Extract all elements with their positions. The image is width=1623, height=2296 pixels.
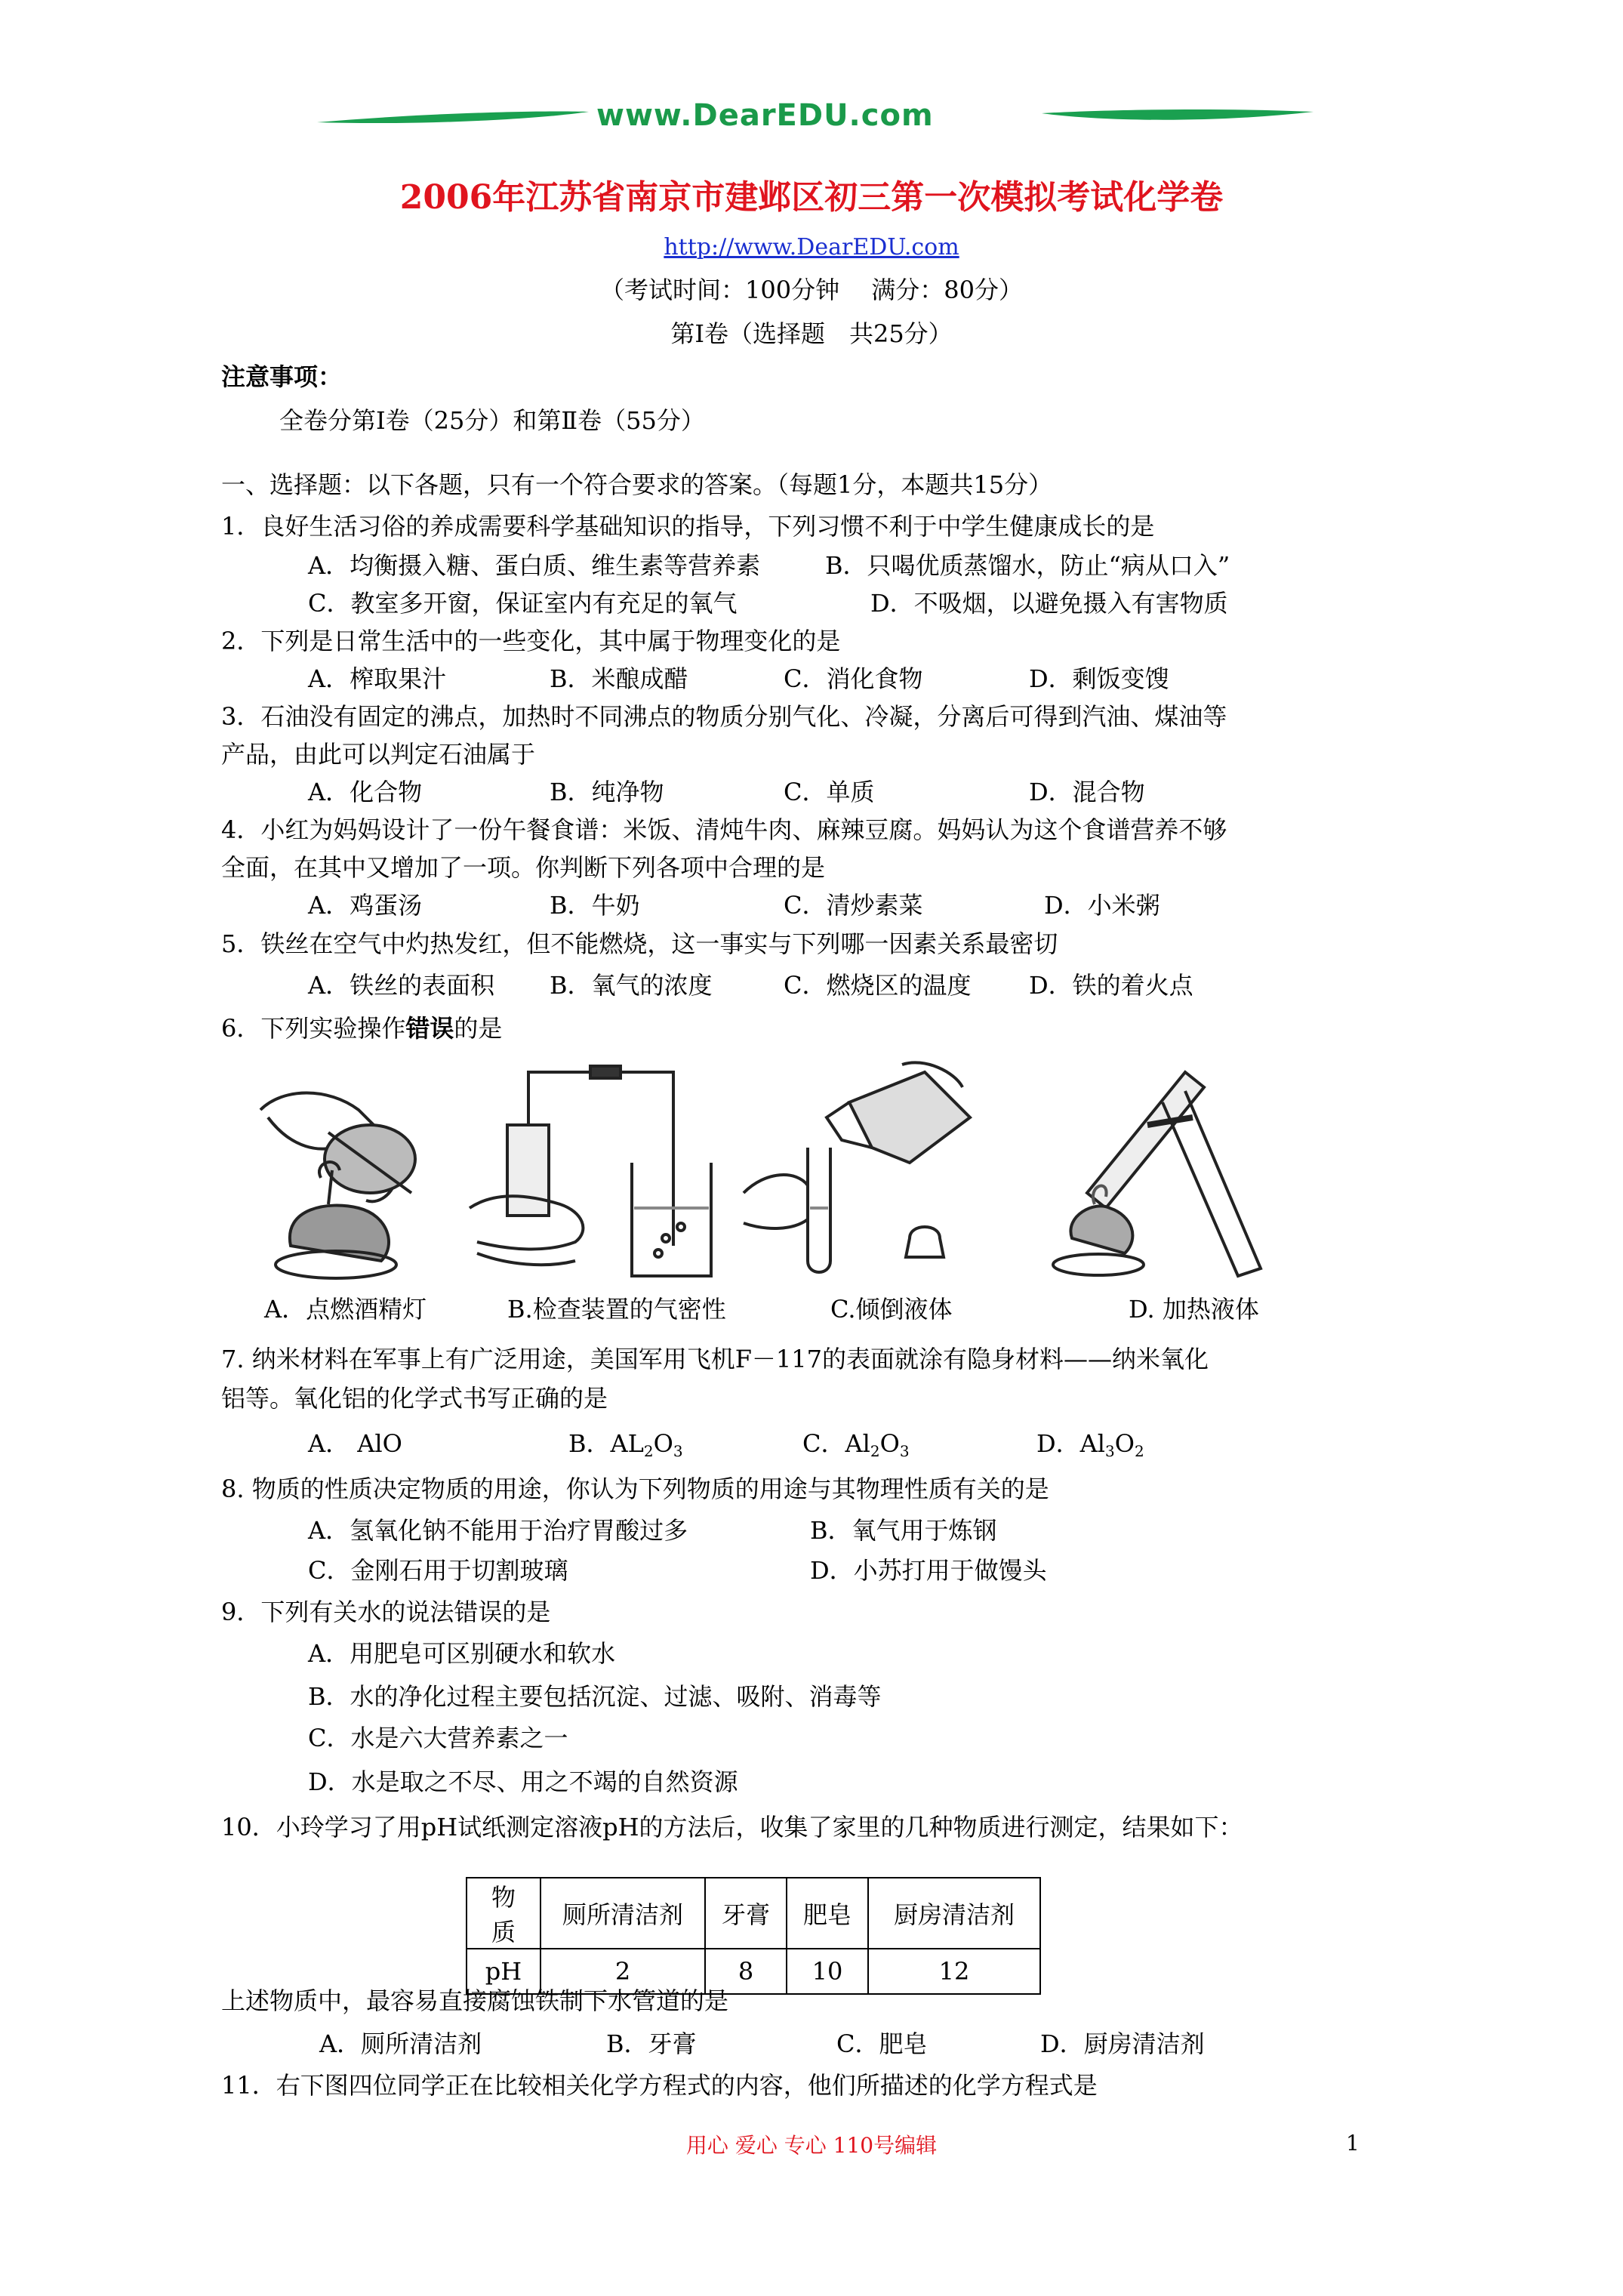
q5-option-d: D．铁的着火点 xyxy=(1029,971,1193,1000)
q6-stem-suffix: 的是 xyxy=(454,1014,503,1043)
q2-option-a: A．榨取果汁 xyxy=(308,664,447,693)
q10-option-c: C．肥皂 xyxy=(836,2029,928,2058)
q1-option-d: D．不吸烟，以避免摄入有害物质 xyxy=(870,589,1228,618)
ph-table xyxy=(466,1877,1041,1995)
table-cell: 肥皂 xyxy=(787,1878,868,1949)
q1-option-a: A．均衡摄入糖、蛋白质、维生素等营养素 xyxy=(308,551,761,580)
q7-d-prefix: D．Al xyxy=(1036,1429,1106,1458)
q2-option-d: D．剩饭变馊 xyxy=(1029,664,1169,693)
q7-c-sub1: 2 xyxy=(870,1442,880,1460)
table-cell: 厨房清洁剂 xyxy=(868,1878,1040,1949)
q9-stem: 9．下列有关水的说法错误的是 xyxy=(221,1598,551,1626)
q10-option-a: A．厕所清洁剂 xyxy=(319,2029,482,2058)
footer-text: 用心 爱心 专心 110号编辑 xyxy=(685,2133,938,2158)
q6-stem xyxy=(221,1012,502,1045)
q4-option-c: C．清炒素菜 xyxy=(784,891,923,920)
page-number: 1 xyxy=(1346,2131,1360,2156)
q6-stem-emphasis: 错误 xyxy=(405,1014,454,1043)
q5-stem: 5．铁丝在空气中灼热发红，但不能燃烧，这一事实与下列哪一因素关系最密切 xyxy=(221,929,1058,958)
q7-c-prefix: C．Al xyxy=(802,1429,870,1458)
q4-option-d: D．小米粥 xyxy=(1044,891,1160,920)
table-cell: 8 xyxy=(705,1949,787,1994)
q8-option-c: C．金刚石用于切割玻璃 xyxy=(308,1556,568,1585)
q7-stem-line1: 7. 纳米材料在军事上有广泛用途，美国军用飞机F－117的表面就涂有隐身材料——纳米氧化 xyxy=(221,1345,1209,1373)
q6-option-a: A．点燃酒精灯 xyxy=(264,1295,427,1324)
notes-heading: 注意事项： xyxy=(221,362,343,391)
q7-option-c xyxy=(802,1427,910,1468)
section-title: 第Ⅰ卷（选择题 共25分） xyxy=(670,319,953,348)
q4-stem-line2: 全面，在其中又增加了一项。你判断下列各项中合理的是 xyxy=(221,853,826,882)
q4-option-a: A．鸡蛋汤 xyxy=(308,891,423,920)
q10-question: 上述物质中，最容易直接腐蚀铁制下水管道的是 xyxy=(221,1986,729,2015)
q3-option-b: B．纯净物 xyxy=(550,778,664,806)
figure-b-airtightness-check xyxy=(462,1057,726,1287)
table-row xyxy=(467,1878,1040,1949)
q5-option-c: C．燃烧区的温度 xyxy=(784,971,972,1000)
q8-option-d: D．小苏打用于做馒头 xyxy=(810,1556,1047,1585)
exam-info: （考试时间：100分钟 满分：80分） xyxy=(600,276,1023,304)
site-link[interactable]: http://www.DearEDU.com xyxy=(664,234,959,260)
q1-option-b: B．只喝优质蒸馏水，防止“病从口入” xyxy=(825,551,1230,580)
table-cell: 物质 xyxy=(467,1878,540,1949)
figure-d-heating-liquid xyxy=(1012,1057,1283,1287)
q1-option-c: C．教室多开窗，保证室内有充足的氧气 xyxy=(308,589,738,618)
q4-stem-line1: 4．小红为妈妈设计了一份午餐食谱：米饭、清炖牛肉、麻辣豆腐。妈妈认为这个食谱营养不够 xyxy=(221,815,1227,844)
q10-stem: 10．小玲学习了用pH试纸测定溶液pH的方法后，收集了家里的几种物质进行测定，结果如下： xyxy=(221,1813,1243,1841)
q3-option-d: D．混合物 xyxy=(1029,778,1145,806)
q7-option-a: A． AlO xyxy=(308,1429,402,1458)
q9-option-d: D．水是取之不尽、用之不竭的自然资源 xyxy=(308,1767,738,1796)
q6-option-c: C.倾倒液体 xyxy=(830,1295,953,1324)
site-banner: www.DearEDU.com xyxy=(596,98,934,133)
q4-option-b: B．牛奶 xyxy=(550,891,640,920)
page-title: 2006年江苏省南京市建邺区初三第一次模拟考试化学卷 xyxy=(399,178,1224,217)
q10-option-b: B．牙膏 xyxy=(606,2029,697,2058)
table-cell: 厕所清洁剂 xyxy=(540,1878,705,1949)
q9-option-a: A．用肥皂可区别硬水和软水 xyxy=(308,1639,616,1668)
q8-option-a: A．氢氧化钠不能用于治疗胃酸过多 xyxy=(308,1516,688,1545)
q7-option-d xyxy=(1036,1427,1144,1468)
q6-option-b: B.检查装置的气密性 xyxy=(507,1295,726,1324)
q8-stem: 8. 物质的性质决定物质的用途，你认为下列物质的用途与其物理性质有关的是 xyxy=(221,1475,1049,1503)
table-cell: pH xyxy=(467,1949,540,1994)
q9-option-c: C．水是六大营养素之一 xyxy=(308,1724,568,1752)
table-cell: 10 xyxy=(787,1949,868,1994)
q7-d-sub2: 2 xyxy=(1134,1442,1144,1460)
q7-option-b xyxy=(568,1427,683,1468)
q10-option-d: D．厨房清洁剂 xyxy=(1040,2029,1205,2058)
notes-text: 全卷分第Ⅰ卷（25分）和第Ⅱ卷（55分） xyxy=(279,406,705,435)
q3-stem-line2: 产品，由此可以判定石油属于 xyxy=(221,740,536,769)
q7-c-sub2: 3 xyxy=(899,1442,910,1460)
q7-b-sub1: 2 xyxy=(643,1442,654,1460)
q8-option-b: B．氧气用于炼钢 xyxy=(810,1516,997,1545)
q5-option-b: B．氧气的浓度 xyxy=(550,971,713,1000)
q3-stem-line1: 3．石油没有固定的沸点，加热时不同沸点的物质分别气化、冷凝，分离后可得到汽油、煤油等 xyxy=(221,702,1227,731)
q7-b-mid: O xyxy=(653,1429,673,1458)
q2-stem: 2．下列是日常生活中的一些变化，其中属于物理变化的是 xyxy=(221,627,841,655)
q6-option-d: D. 加热液体 xyxy=(1129,1295,1259,1324)
q7-b-prefix: B．AL xyxy=(568,1429,644,1458)
table-cell: 牙膏 xyxy=(705,1878,787,1949)
q7-c-mid: O xyxy=(879,1429,900,1458)
q7-stem-line2: 铝等。氧化铝的化学式书写正确的是 xyxy=(221,1384,608,1413)
part1-heading: 一、选择题：以下各题，只有一个符合要求的答案。（每题1分，本题共15分） xyxy=(221,470,1053,499)
q9-option-b: B．水的净化过程主要包括沉淀、过滤、吸附、消毒等 xyxy=(308,1682,882,1711)
table-cell: 12 xyxy=(868,1949,1040,1994)
figure-c-pouring-liquid xyxy=(728,1057,978,1287)
figure-a-lighting-lamp xyxy=(238,1057,464,1287)
q7-d-sub1: 3 xyxy=(1105,1442,1115,1460)
q7-d-mid: O xyxy=(1114,1429,1135,1458)
q2-option-b: B．米酿成醋 xyxy=(550,664,688,693)
q6-stem-prefix: 6．下列实验操作 xyxy=(221,1014,406,1043)
q2-option-c: C．消化食物 xyxy=(784,664,923,693)
q7-b-sub2: 3 xyxy=(673,1442,683,1460)
q1-stem: 1．良好生活习俗的养成需要科学基础知识的指导，下列习惯不利于中学生健康成长的是 xyxy=(221,512,1155,541)
q11-stem: 11．右下图四位同学正在比较相关化学方程式的内容，他们所描述的化学方程式是 xyxy=(221,2071,1098,2100)
q3-option-a: A．化合物 xyxy=(308,778,423,806)
q5-option-a: A．铁丝的表面积 xyxy=(308,971,495,1000)
q3-option-c: C．单质 xyxy=(784,778,875,806)
table-cell: 2 xyxy=(540,1949,705,1994)
